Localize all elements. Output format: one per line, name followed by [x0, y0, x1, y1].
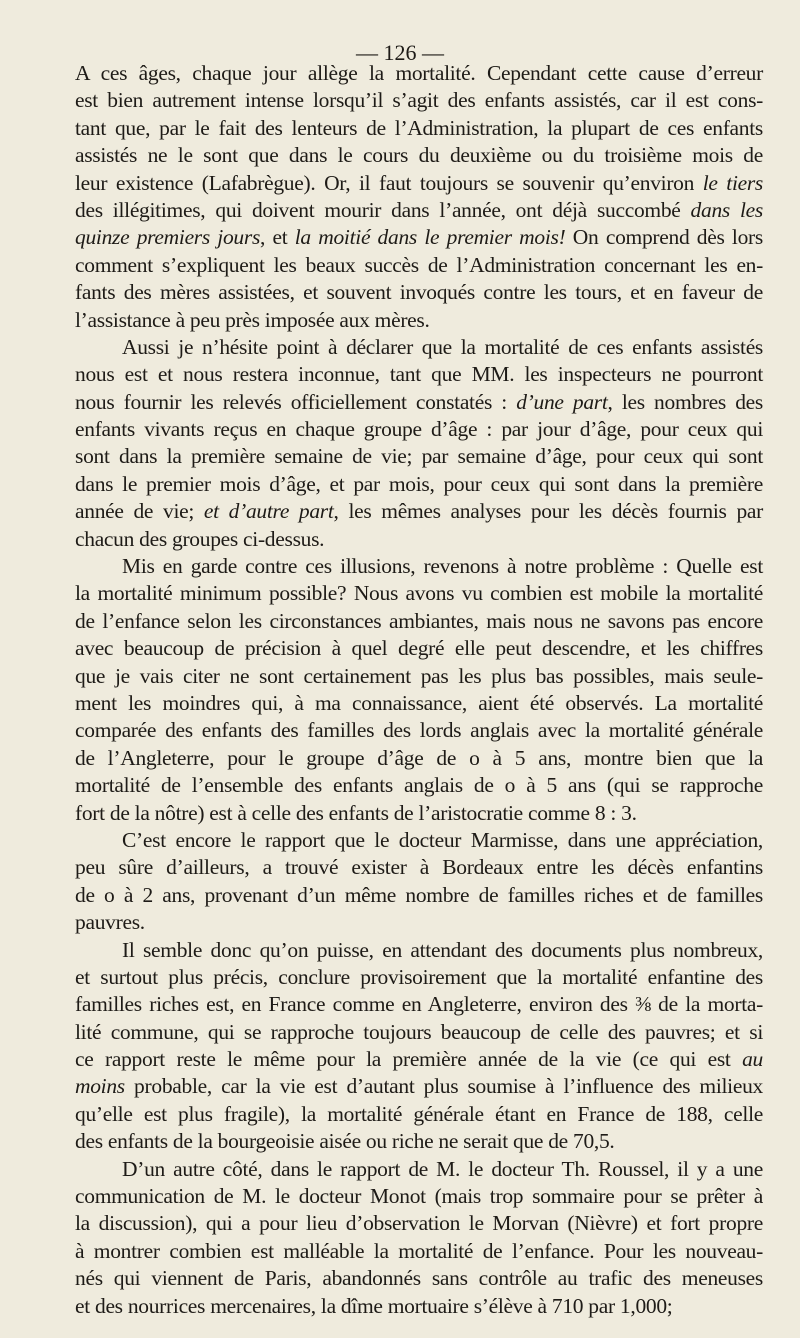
text-segment: D’un autre côté, dans le rapport de M. le docteur Th. Roussel, il y a une: [122, 1156, 763, 1181]
text-line: [75, 170, 763, 197]
text-segment: année de vie;: [75, 499, 204, 524]
text-segment: peu sûre d’ailleurs, a trouvé exister à Bordeaux entre les décès enfantins: [75, 855, 763, 880]
text-segment: communication de M. le docteur Monot (mais trop sommaire pour se prêter à: [75, 1184, 763, 1209]
text-segment: de o à 2 ans, provenant d’un même nombre de familles riches et de familles: [75, 882, 763, 907]
text-segment: comment s’expliquent les beaux succès de l’Administration concernant les en-: [75, 252, 763, 277]
text-segment: nous est et nous restera inconnue, tant que MM. les inspecteurs ne pourront: [75, 362, 763, 387]
text-segment: nés qui viennent de Paris, abandonnés sans contrôle au trafic des meneuses: [75, 1266, 763, 1291]
text-line: [75, 471, 763, 498]
text-line: [75, 334, 763, 361]
text-line: [75, 635, 763, 662]
italic-text: au: [742, 1047, 763, 1072]
text-segment: nous fournir les relevés officiellement constatés :: [75, 389, 517, 414]
text-line: [75, 854, 763, 881]
page-number: — 126 —: [356, 40, 444, 65]
text-line: [75, 937, 763, 964]
text-line: [75, 60, 763, 87]
text-line: [75, 991, 763, 1018]
text-line: [75, 1156, 763, 1183]
text-segment: à montrer combien est malléable la mortalité de l’enfance. Pour les nouveau-: [75, 1238, 763, 1263]
text-segment: comparée des enfants des familles des lords anglais avec la mortalité générale: [75, 718, 763, 743]
text-line: [75, 1046, 763, 1073]
text-segment: probable, car la vie est d’autant plus soumise à l’influence des milieux: [124, 1074, 763, 1099]
text-segment: Mis en garde contre ces illusions, revenons à notre problème : Quelle est: [122, 554, 763, 579]
text-line: [75, 361, 763, 388]
text-segment: tant que, par le fait des lenteurs de l’Administration, la plupart de ces enfants: [75, 115, 763, 140]
text-line: [75, 498, 763, 525]
text-segment: pauvres.: [75, 910, 145, 935]
text-line: [75, 827, 763, 854]
italic-text: dans les: [690, 197, 763, 222]
text-segment: C’est encore le rapport que le docteur Marmisse, dans une appréciation,: [122, 827, 763, 852]
body-text: [75, 60, 763, 1320]
text-line: [75, 1265, 763, 1292]
italic-text: moins: [75, 1074, 125, 1099]
text-segment: mortalité de l’ensemble des enfants anglais de o à 5 ans (qui se rapproche: [75, 773, 763, 798]
text-segment: fort de la nôtre) est à celle des enfants de l’aristocratie comme 8 : 3.: [75, 800, 637, 825]
text-line: [75, 87, 763, 114]
text-segment: familles riches est, en France comme en Angleterre, environ des ⅜ de la morta-: [75, 992, 763, 1017]
text-line: [75, 1073, 763, 1100]
text-segment: que je vais citer ne sont certainement pas les plus bas possibles, mais seule-: [75, 663, 763, 688]
text-line: [75, 443, 763, 470]
italic-text: quinze premiers jours: [75, 225, 261, 250]
text-line: [75, 1210, 763, 1237]
text-line: [75, 717, 763, 744]
text-segment: , et: [260, 225, 295, 250]
text-line: [75, 553, 763, 580]
text-line: [75, 580, 763, 607]
text-line: [75, 1293, 763, 1320]
text-line: [75, 909, 763, 936]
text-line: [75, 252, 763, 279]
text-line: [75, 800, 763, 827]
text-segment: sont dans la première semaine de vie; par semaine d’âge, pour ceux qui sont: [75, 444, 763, 469]
text-segment: On comprend dès lors: [565, 225, 763, 250]
text-segment: fants des mères assistées, et souvent invoqués contre les tours, et en faveur de: [75, 280, 763, 305]
italic-text: la moitié dans le premier mois!: [294, 225, 566, 250]
text-line: [75, 389, 763, 416]
text-segment: , les mêmes analyses pour les décès fournis par: [333, 499, 763, 524]
text-line: [75, 964, 763, 991]
text-line: [75, 115, 763, 142]
text-line: [75, 526, 763, 553]
text-segment: chacun des groupes ci-dessus.: [75, 526, 325, 551]
italic-text: le tiers: [702, 170, 763, 195]
text-segment: assistés ne le sont que dans le cours du deuxième ou du troisième mois de: [75, 143, 763, 168]
text-segment: et des nourrices mercenaires, la dîme mortuaire s’élève à 710 par 1,000;: [75, 1293, 673, 1318]
italic-text: d’une part: [516, 389, 608, 414]
text-line: [75, 663, 763, 690]
text-segment: des enfants de la bourgeoisie aisée ou riche ne serait que de 70,5.: [75, 1129, 615, 1154]
text-segment: enfants vivants reçus en chaque groupe d’âge : par jour d’âge, pour ceux qui: [75, 417, 763, 442]
text-line: [75, 307, 763, 334]
text-line: [75, 142, 763, 169]
text-segment: des illégitimes, qui doivent mourir dans l’année, ont déjà succombé: [75, 197, 691, 222]
text-line: [75, 882, 763, 909]
text-segment: qu’elle est plus fragile), la mortalité générale étant en France de 188, celle: [75, 1101, 763, 1126]
text-segment: A ces âges, chaque jour allège la mortalité. Cependant cette cause d’erreur: [75, 61, 763, 85]
text-segment: ment les moindres qui, à ma connaissance, aient été observés. La mortalité: [75, 690, 763, 715]
text-line: [75, 197, 763, 224]
text-line: [75, 690, 763, 717]
text-line: [75, 1101, 763, 1128]
text-line: [75, 279, 763, 306]
text-segment: dans le premier mois d’âge, et par mois, pour ceux qui sont dans la première: [75, 471, 763, 496]
text-segment: Aussi je n’hésite point à déclarer que la mortalité de ces enfants assistés: [122, 334, 763, 359]
text-line: [75, 1238, 763, 1265]
text-line: [75, 772, 763, 799]
text-segment: de l’Angleterre, pour le groupe d’âge de o à 5 ans, montre bien que la: [75, 745, 763, 770]
text-segment: de l’enfance selon les circonstances ambiantes, mais nous ne savons pas encore: [75, 608, 763, 633]
text-segment: lité commune, qui se rapproche toujours beaucoup de celle des pauvres; et si: [75, 1019, 763, 1044]
text-line: [75, 224, 763, 251]
text-segment: avec beaucoup de précision à quel degré elle peut descendre, et les chiffres: [75, 636, 763, 661]
text-segment: Il semble donc qu’on puisse, en attendant des documents plus nombreux,: [122, 937, 763, 962]
text-segment: leur existence (Lafabrègue). Or, il faut toujours se souvenir qu’environ: [75, 170, 703, 195]
text-line: [75, 608, 763, 635]
italic-text: et d’autre part: [203, 499, 334, 524]
text-segment: la mortalité minimum possible? Nous avons vu combien est mobile la mortalité: [75, 581, 763, 606]
text-line: [75, 1128, 763, 1155]
text-segment: ce rapport reste le même pour la première année de la vie (ce qui est: [75, 1047, 743, 1072]
text-segment: l’assistance à peu près imposée aux mères.: [75, 307, 430, 332]
text-segment: la discussion), qui a pour lieu d’observation le Morvan (Nièvre) et fort propre: [75, 1211, 763, 1236]
text-line: [75, 1183, 763, 1210]
text-segment: et surtout plus précis, conclure provisoirement que la mortalité enfantine des: [75, 964, 763, 989]
text-segment: , les nombres des: [607, 389, 763, 414]
text-line: [75, 416, 763, 443]
text-line: [75, 745, 763, 772]
text-segment: est bien autrement intense lorsqu’il s’agit des enfants assistés, car il est cons-: [75, 88, 763, 113]
text-line: [75, 1019, 763, 1046]
